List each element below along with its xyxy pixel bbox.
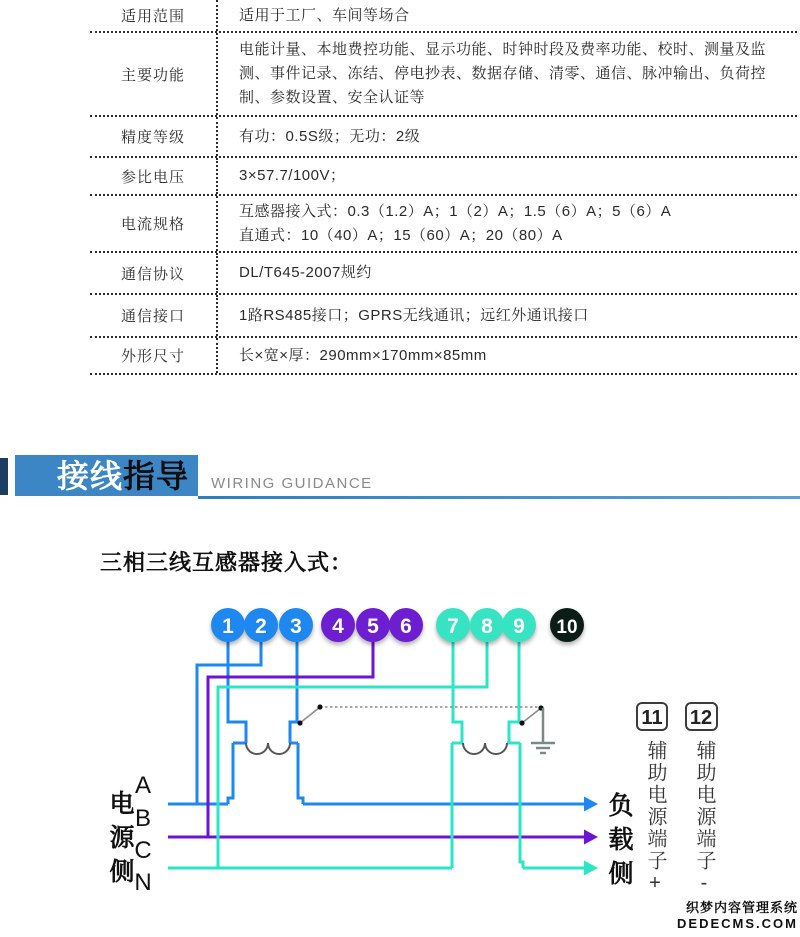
phase-b-wires: [168, 642, 584, 837]
terminal-3-number: 3: [290, 615, 302, 638]
wire-terminal-7: [453, 642, 462, 743]
load-side-label: 负载侧: [605, 792, 633, 894]
section-title: [57, 457, 190, 494]
row-value: 3×57.7/100V；: [239, 167, 346, 184]
terminal-10-number: 10: [556, 617, 578, 638]
aux-terminal-12-label: 辅助电源端子-: [693, 740, 715, 896]
diagram-title: 三相三线互感器接入式：: [100, 550, 354, 575]
row-label: 外形尺寸: [120, 348, 185, 365]
phase-c-label: C: [134, 837, 152, 864]
wiring-guidance-header: [0, 450, 800, 505]
tap-link-left: [300, 707, 320, 723]
phase-c-arrow: [584, 861, 598, 876]
wiring-diagram: [0, 500, 800, 937]
terminal-7-number: 7: [447, 615, 459, 638]
terminal-2-number: 2: [255, 615, 267, 638]
tap-link-right: [522, 708, 541, 723]
ct-left-left-edge: [228, 743, 233, 804]
watermark-line1: 织梦内容管理系统: [685, 900, 798, 915]
ct-left-right-edge: [298, 743, 303, 804]
aux-terminal-11-number: 11: [641, 707, 663, 729]
row-value: DL/T645-2007规约: [239, 264, 372, 281]
table-row: [90, 158, 797, 196]
spec-table: [90, 0, 797, 375]
terminal-9-number: 9: [513, 615, 525, 638]
phase-a-arrow: [584, 797, 598, 812]
section-title-box: [15, 455, 198, 496]
row-value: 1路RS485接口；GPRS无线通讯；远红外通讯接口: [239, 306, 589, 324]
row-label: 电流规格: [120, 216, 185, 233]
header-rule: [198, 496, 800, 499]
row-value: 适用于工厂、车间等场合: [239, 6, 410, 24]
terminal-4-number: 4: [332, 615, 344, 638]
tap-dot: [297, 720, 302, 725]
table-row: [90, 196, 797, 253]
section-title-zh-2: 指导: [123, 457, 190, 494]
table-row: [90, 295, 797, 338]
wire-terminal-9: [509, 642, 519, 743]
section-title-zh-1: 接线: [57, 457, 124, 494]
phase-a-label: A: [134, 772, 152, 799]
watermark-line2: DEDECMS.COM: [677, 916, 798, 931]
table-row: [90, 338, 797, 375]
ground-symbol: [531, 708, 555, 753]
row-value-line1: 互感器接入式：0.3（1.2）A；1（2）A；1.5（6）A；5（6）A: [239, 202, 672, 220]
row-label: 参比电压: [120, 168, 185, 186]
terminal-6-number: 6: [400, 615, 412, 638]
table-row: [90, 33, 797, 117]
wire-terminal-1: [228, 642, 246, 743]
row-label: 通信接口: [120, 308, 185, 325]
table-row: [90, 117, 797, 158]
section-title-en: WIRING GUIDANCE: [211, 475, 373, 492]
ct-left-coil: [246, 743, 290, 754]
accent-bar: [0, 458, 8, 495]
tap-dot: [317, 704, 322, 709]
row-label: 通信协议: [120, 265, 185, 283]
dedecms-watermark: [677, 897, 798, 931]
row-label: 主要功能: [120, 66, 185, 84]
phase-n-label: N: [134, 869, 152, 896]
terminal-1-number: 1: [222, 615, 234, 638]
terminal-8-number: 8: [481, 615, 493, 638]
table-row: [90, 253, 797, 295]
row-value: 有功：0.5S级；无功：2级: [239, 127, 421, 145]
table-row: [90, 0, 797, 33]
aux-terminal-12-number: 12: [689, 707, 713, 729]
terminal-5-number: 5: [367, 615, 379, 638]
ct-right-coil: [463, 743, 507, 754]
wire-terminal-3: [290, 642, 297, 743]
phase-b-label: B: [134, 805, 152, 832]
source-side-label: 电源侧: [106, 790, 134, 892]
aux-terminal-11-label: 辅助电源端子+: [644, 740, 666, 896]
row-value-line2: 直通式：10（40）A；15（60）A；20（80）A: [239, 226, 563, 244]
phase-b-arrow: [584, 830, 598, 845]
terminal-circles: [211, 608, 584, 642]
row-value: 长×宽×厚：290mm×170mm×85mm: [239, 346, 487, 364]
row-label: 适用范围: [120, 8, 185, 25]
row-label: 精度等级: [120, 129, 185, 146]
tap-dot: [519, 720, 524, 725]
row-value: 电能计量、本地费控功能、显示功能、时钟时段及费率功能、校时、测量及监测、事件记录、冻结、停电抄表、数据存储、清零、通信、脉冲输出、负荷控制、参数设置、安全认证等: [239, 41, 767, 106]
